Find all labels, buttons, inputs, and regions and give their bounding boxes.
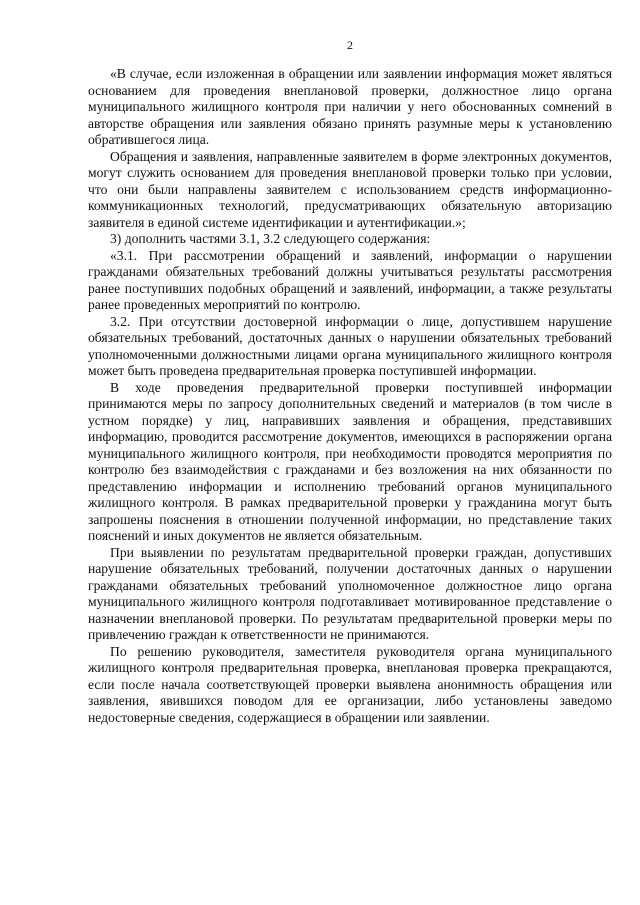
paragraph-part-3-2: 3.2. При отсутствии достоверной информации о лице, допустившем нарушение обязательных требований, достаточных данных о нарушении обязательных требований уполномоченными должностными лицами органа муниципального жилищного контроля может быть проведена предварительная проверка поступившей информации. [88, 313, 612, 378]
page-number: 2 [347, 38, 353, 52]
paragraph-preliminary-check-process: В ходе проведения предварительной проверки поступившей информации принимаются меры по запросу дополнительных сведений и материалов (в том числе в устном порядке) у лиц, направивших заявления и обращения, представивших информацию, проводится рассмотрение документов, имеющихся в распоряжении органа муниципального жилищного контроля, при необходимости проводятся мероприятия по контролю без взаимодействия с гражданами и без возложения на них обязанности по представлению информации и исполнению требований органов муниципального жилищного контроля. В рамках предварительной проверки у гражданина могут быть запрошены пояснения в отношении полученной информации, но представление таких пояснений и иных документов не является обязательным. [88, 379, 612, 543]
paragraph-check-results: При выявлении по результатам предварительной проверки граждан, допустивших нарушение обязательных требований, получении достаточных данных о нарушении гражданами обязательных требований уполномоченное должностное лицо органа муниципального жилищного контроля подготавливает мотивированное представление о назначении внеплановой проверки. По результатам предварительной проверки меры по привлечению граждан к ответственности не принимаются. [88, 544, 612, 642]
paragraph-amendment-intro: 3) дополнить частями 3.1, 3.2 следующего содержания: [110, 231, 431, 246]
paragraph-electronic-documents: Обращения и заявления, направленные заявителем в форме электронных документов, могут служить основанием для проведения внеплановой проверки только при условии, что они были направлены заявителем с использованием средств информационно-коммуникационных технологий, предусматривающих обязательную авторизацию заявителя в единой системе идентификации и аутентификации.»; [88, 148, 612, 230]
paragraph-authorship-doubts: «В случае, если изложенная в обращении или заявлении информация может являться основанием для проведения внеплановой проверки, должностное лицо органа муниципального жилищного контроля при наличии у него обоснованных сомнений в авторстве обращения или заявления обязано принять разумные меры к установлению обратившегося лица. [88, 66, 612, 147]
paragraph-check-termination: По решению руководителя, заместителя руководителя органа муниципального жилищного контроля предварительная проверка, внеплановая проверка прекращаются, если после начала соответствующей проверки выявлена анонимность обращения или заявления, явившихся поводом для ее организации, либо установлены заведомо недостоверные сведения, содержащиеся в обращении или заявлении. [88, 643, 612, 725]
paragraph-part-3-1: «3.1. При рассмотрении обращений и заявлений, информации о нарушении гражданами обязательных требований должны учитываться результаты рассмотрения ранее поступивших подобных обращений и заявлений, информации, а также результаты ранее проведенных мероприятий по контролю. [88, 247, 612, 312]
document-page [88, 38, 612, 726]
